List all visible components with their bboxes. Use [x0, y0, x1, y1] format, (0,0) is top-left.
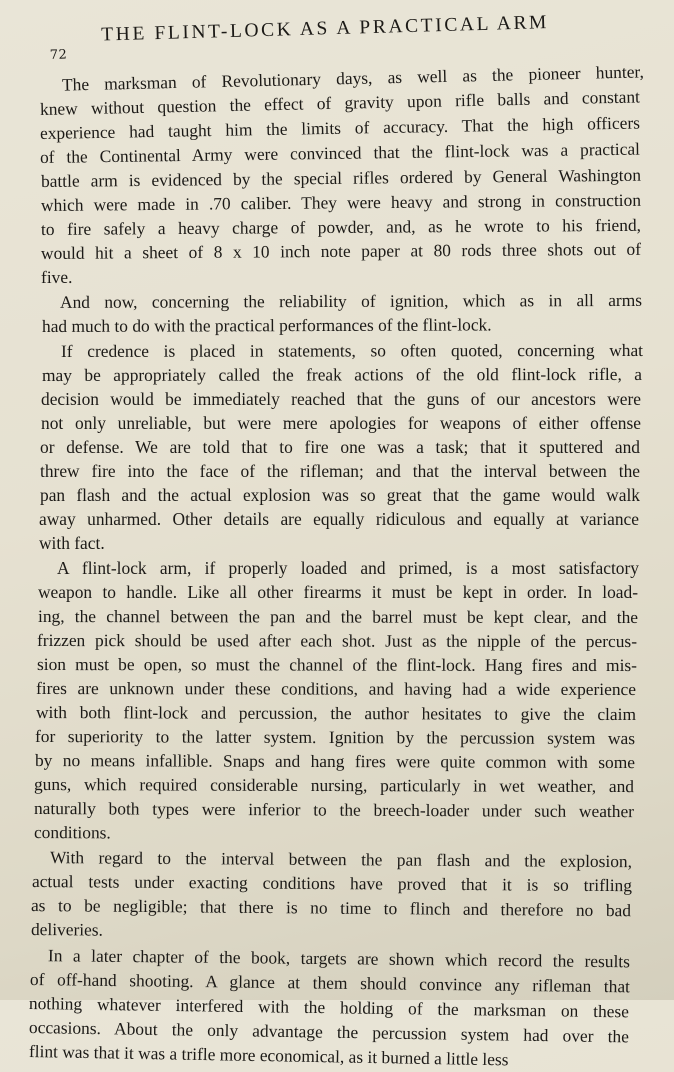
text-line: which were made in .70 caliber. They were heavy and strong in construction: [40, 189, 642, 215]
text-line: sion must be open, so must the channel of the flint-lock. Hang fires and mis-: [36, 654, 638, 676]
text-line: for superiority to the latter system. Ignition by the percussion system was: [34, 726, 636, 749]
text-line: actual tests under exacting conditions have proved that it is so trifling: [31, 871, 633, 896]
text-line: may be appropriately called the freak actions of the old flint-lock rifle, a: [41, 363, 643, 385]
text-line: would hit a sheet of 8 x 10 inch note paper at 80 rods three shots out of: [40, 238, 642, 263]
text-line: The marksman of Revolutionary days, as well as the pioneer hunter,: [61, 61, 645, 95]
text-line: by no means infallible. Snaps and hang fires were quite common with some: [34, 750, 636, 773]
text-line: weapon to handle. Like all other firearms it must be kept in order. In load-: [38, 582, 638, 602]
text-line: decision would be immediately reached that the guns of our ancestors were: [41, 389, 641, 409]
text-line: nothing whatever interfered with the holding of the marksman on these: [28, 993, 630, 1022]
text-line: or defense. We are told that to fire one was a task; that it sputtered and: [40, 437, 640, 457]
text-line: occasions. About the only advantage the percussion system had over the: [28, 1017, 630, 1047]
text-line: naturally both types were inferior to the breech-loader under such weather: [33, 798, 635, 822]
text-line: as to be negligible; that there is no time to flinch and therefore no bad: [30, 895, 632, 921]
text-line: with both flint-lock and percussion, the author hesitates to give the claim: [35, 702, 637, 725]
text-line: had much to do with the practical performances of the flint-lock.: [41, 314, 492, 336]
text-line: five.: [40, 266, 73, 287]
page-number: 72: [49, 47, 68, 63]
text-line: knew without question the effect of gravity upon rifle balls and constant: [39, 86, 641, 119]
text-line: flint was that it was a trifle more economical, as it burned a little less: [28, 1041, 509, 1070]
text-line: experience had taught him the limits of accuracy. That the high officers: [39, 112, 641, 143]
text-line: With regard to the interval between the pan flash and the explosion,: [49, 847, 633, 872]
running-title: THE FLINT-LOCK AS A PRACTICAL ARM: [100, 12, 550, 46]
text-line: of the Continental Army were convinced that the flint-lock was a practical: [39, 138, 641, 167]
text-line: conditions.: [33, 822, 111, 843]
text-line: battle arm is evidenced by the special rifles ordered by General Washington: [40, 164, 642, 191]
text-line: to fire safely a heavy charge of powder, and, as he wrote to his friend,: [40, 214, 642, 239]
text-line: pan flash and the actual explosion was so great that the game would walk: [40, 485, 640, 505]
text-line: threw fire into the face of the rifleman; and that the interval between the: [40, 461, 640, 481]
text-line: If credence is placed in statements, so often quoted, concerning what: [60, 339, 644, 361]
text-line: away unharmed. Other details are equally ridiculous and equally at variance: [39, 509, 639, 529]
text-line: ing, the channel between the pan and the barrel must be kept clear, and the: [37, 606, 639, 628]
text-line: guns, which required considerable nursing, particularly in wet weather, and: [33, 774, 635, 797]
text-line: fires are unknown under these conditions, and having had a wide experience: [35, 678, 637, 700]
text-line: deliveries.: [30, 919, 104, 940]
text-line: And now, concerning the reliability of ignition, which as in all arms: [59, 289, 643, 312]
text-line: frizzen pick should be used after each shot. Just as the nipple of the percus-: [36, 630, 638, 652]
text-line: of off-hand shooting. A glance at them should convince any rifleman that: [29, 969, 631, 997]
text-line: In a later chapter of the book, targets are shown which record the results: [47, 945, 631, 972]
text-line: with fact.: [39, 533, 105, 553]
page-header: [49, 5, 650, 62]
text-line: A flint-lock arm, if properly loaded and primed, is a most satisfactory: [57, 558, 639, 578]
text-line: not only unreliable, but were mere apologies for weapons of either offense: [41, 413, 641, 433]
